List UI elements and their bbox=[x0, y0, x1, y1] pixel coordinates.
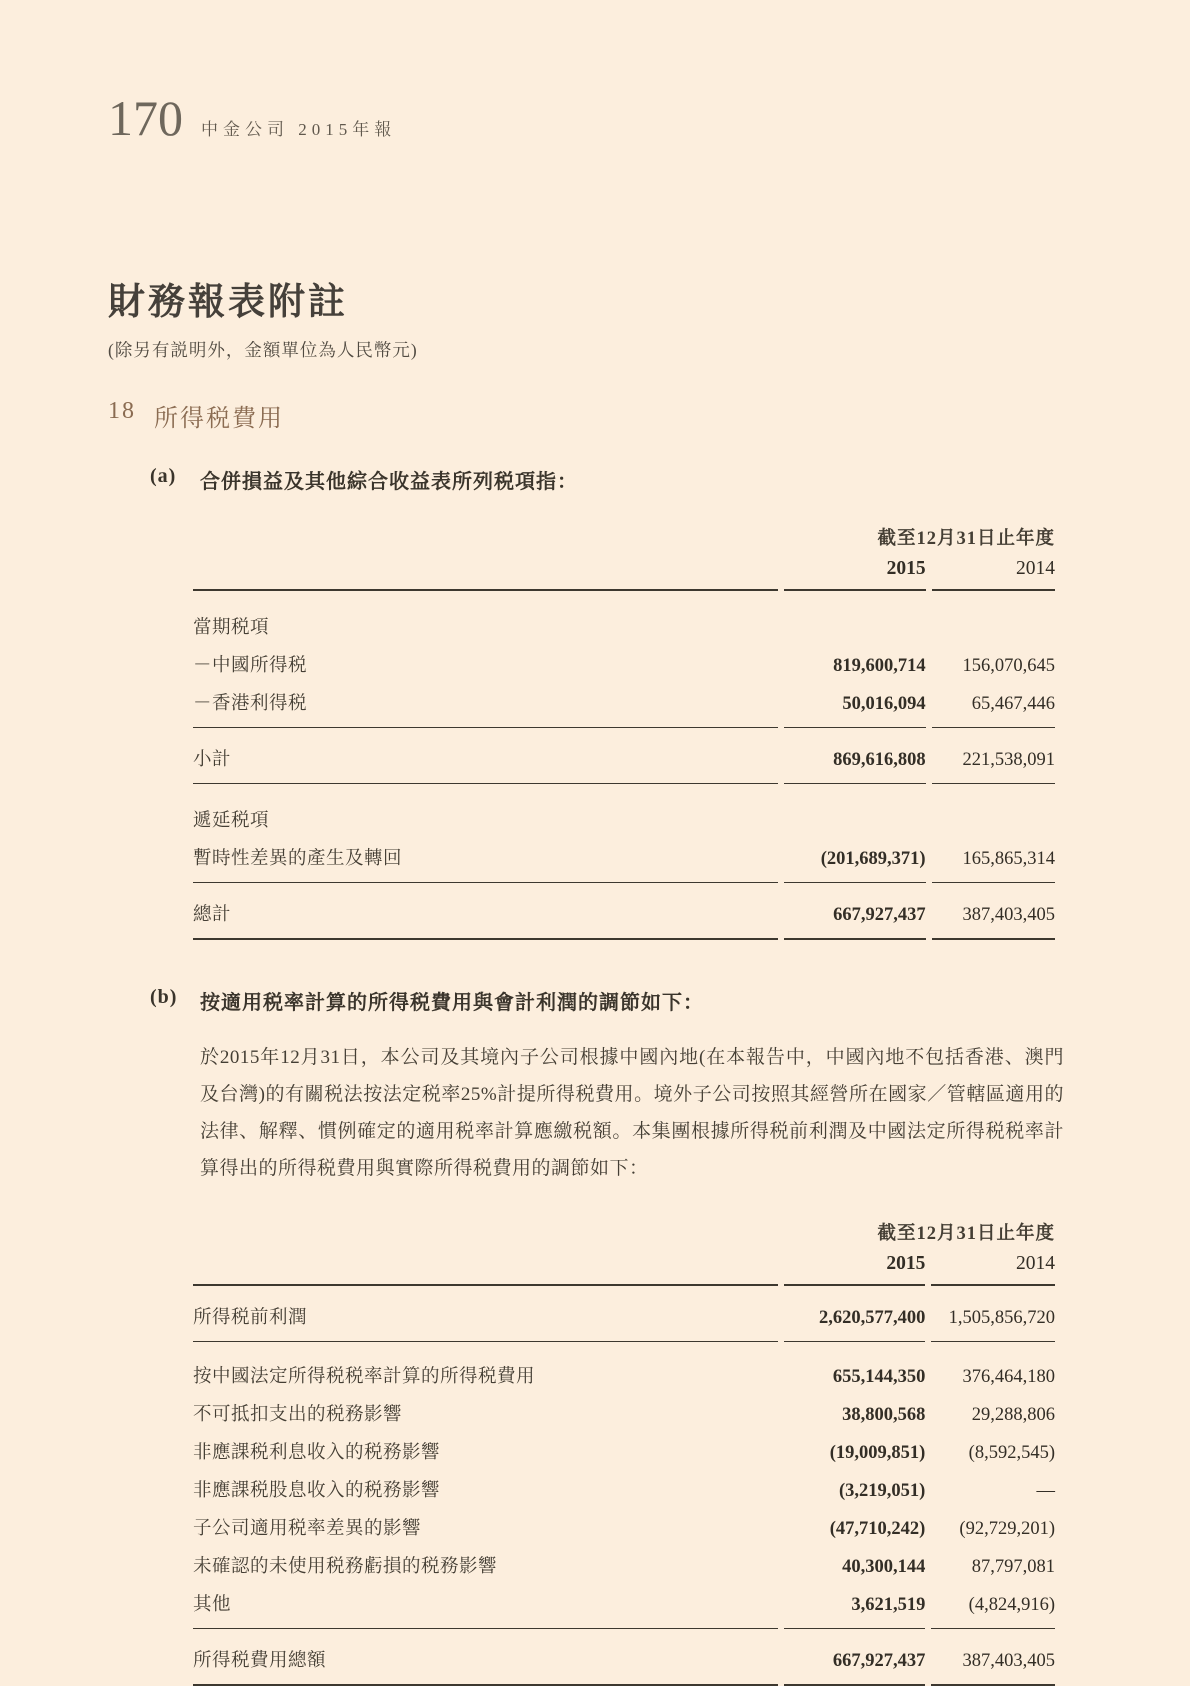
row-label: 遞延税項 bbox=[193, 811, 270, 831]
row-label: 所得税費用總額 bbox=[193, 1629, 778, 1686]
period-header-row bbox=[193, 1213, 1055, 1247]
table-row bbox=[193, 1470, 1055, 1508]
part-a-label: (a) bbox=[150, 465, 177, 487]
table-row bbox=[193, 1546, 1055, 1584]
row-label: 按中國法定所得税税率計算的所得税費用 bbox=[193, 1367, 536, 1388]
row-label: －香港利得税 bbox=[193, 683, 778, 728]
col-header-2014: 2014 bbox=[932, 552, 1055, 591]
value-2015: 667,927,437 bbox=[784, 1629, 925, 1686]
table-row bbox=[193, 1584, 1055, 1629]
document-subtitle: (除另有説明外，金額單位為人民幣元) bbox=[108, 340, 418, 360]
value-2014: 65,467,446 bbox=[932, 683, 1055, 728]
table-row bbox=[193, 838, 1055, 883]
value-2014: (92,729,201) bbox=[959, 1519, 1055, 1540]
value-2015: (19,009,851) bbox=[829, 1443, 926, 1464]
value-2014: 387,403,405 bbox=[931, 1629, 1055, 1686]
period-header: 截至12月31日止年度 bbox=[877, 1224, 1055, 1245]
tax-reconciliation-table bbox=[187, 1213, 1061, 1686]
table-row bbox=[193, 1286, 1055, 1342]
part-b-paragraph: 於2015年12月31日，本公司及其境內子公司根據中國內地(在本報告中，中國內地不包括香港、澳門及台灣)的有關税法按法定税率25%計提所得税費用。境外子公司按照其經營所在國家／管轄區適用的法律、解釋、慣例確定的適用税率計算應繳税額。本集團根據所得税前利潤及中國法定所得税税率計算得出的所得税費用與實際所得税費用的調節如下： bbox=[200, 1047, 1064, 1180]
value-2014: — bbox=[1036, 1481, 1055, 1502]
value-2015: (3,219,051) bbox=[838, 1481, 926, 1502]
year-header-row bbox=[193, 1247, 1055, 1286]
table-row bbox=[193, 1432, 1055, 1470]
value-2014: 1,505,856,720 bbox=[931, 1286, 1055, 1342]
tax-expense-table bbox=[187, 518, 1061, 940]
row-label: 非應課税利息收入的税務影響 bbox=[193, 1443, 441, 1464]
value-2015: (47,710,242) bbox=[829, 1519, 926, 1540]
value-2014: 156,070,645 bbox=[962, 656, 1055, 676]
table-row bbox=[193, 591, 1055, 645]
year-header-row bbox=[193, 552, 1055, 591]
period-header-row bbox=[193, 518, 1055, 552]
row-label: 非應課税股息收入的税務影響 bbox=[193, 1481, 441, 1502]
value-2015: 655,144,350 bbox=[832, 1367, 926, 1388]
total-row bbox=[193, 883, 1055, 940]
value-2015: 50,016,094 bbox=[784, 683, 925, 728]
value-2014: 376,464,180 bbox=[962, 1367, 1055, 1388]
col-header-2014: 2014 bbox=[931, 1247, 1055, 1286]
row-label: 小計 bbox=[193, 728, 778, 784]
table-row bbox=[193, 784, 1055, 838]
document-title: 財務報表附註 bbox=[108, 282, 348, 323]
report-title: 中金公司 2015年報 bbox=[201, 120, 397, 139]
value-2014: 387,403,405 bbox=[932, 883, 1055, 940]
value-2014: 221,538,091 bbox=[932, 728, 1055, 784]
value-2015: (201,689,371) bbox=[784, 838, 925, 883]
row-label: 當期税項 bbox=[193, 618, 270, 638]
table-row bbox=[193, 645, 1055, 683]
value-2015: 3,621,519 bbox=[784, 1584, 925, 1629]
table-row bbox=[193, 1342, 1055, 1394]
running-header bbox=[108, 90, 1190, 146]
section-heading bbox=[108, 398, 1190, 433]
value-2015: 819,600,714 bbox=[833, 656, 926, 676]
part-a-heading bbox=[150, 465, 1190, 494]
value-2015: 2,620,577,400 bbox=[784, 1286, 925, 1342]
row-label: 不可抵扣支出的税務影響 bbox=[193, 1405, 403, 1426]
col-header-2015: 2015 bbox=[784, 552, 925, 591]
value-2014: (4,824,916) bbox=[931, 1584, 1055, 1629]
period-header: 截至12月31日止年度 bbox=[877, 529, 1055, 549]
row-label: 暫時性差異的產生及轉回 bbox=[193, 838, 778, 883]
row-label: 其他 bbox=[193, 1584, 778, 1629]
subtotal-row bbox=[193, 728, 1055, 784]
value-2015: 667,927,437 bbox=[784, 883, 925, 940]
value-2014: 29,288,806 bbox=[971, 1405, 1055, 1426]
part-b-label: (b) bbox=[150, 986, 178, 1008]
row-label: －中國所得税 bbox=[193, 656, 308, 676]
section-number: 18 bbox=[108, 398, 136, 424]
total-row bbox=[193, 1629, 1055, 1686]
row-label: 未確認的未使用税務虧損的税務影響 bbox=[193, 1557, 498, 1578]
row-label: 總計 bbox=[193, 883, 778, 940]
part-b-heading bbox=[150, 986, 1190, 1015]
row-label: 所得税前利潤 bbox=[193, 1286, 778, 1342]
table-row bbox=[193, 683, 1055, 728]
value-2014: (8,592,545) bbox=[968, 1443, 1055, 1464]
value-2014: 165,865,314 bbox=[932, 838, 1055, 883]
table-row bbox=[193, 1394, 1055, 1432]
part-a-heading-text: 合併損益及其他綜合收益表所列税項指： bbox=[200, 471, 578, 493]
section-title: 所得税費用 bbox=[154, 406, 284, 432]
value-2014: 87,797,081 bbox=[971, 1557, 1055, 1578]
table-row bbox=[193, 1508, 1055, 1546]
value-2015: 40,300,144 bbox=[842, 1557, 926, 1578]
col-header-2015: 2015 bbox=[784, 1247, 925, 1286]
value-2015: 38,800,568 bbox=[842, 1405, 926, 1426]
page-number: 170 bbox=[108, 90, 183, 146]
row-label: 子公司適用税率差異的影響 bbox=[193, 1519, 422, 1540]
value-2015: 869,616,808 bbox=[784, 728, 925, 784]
part-b-heading-text: 按適用税率計算的所得税費用與會計利潤的調節如下： bbox=[200, 992, 704, 1014]
